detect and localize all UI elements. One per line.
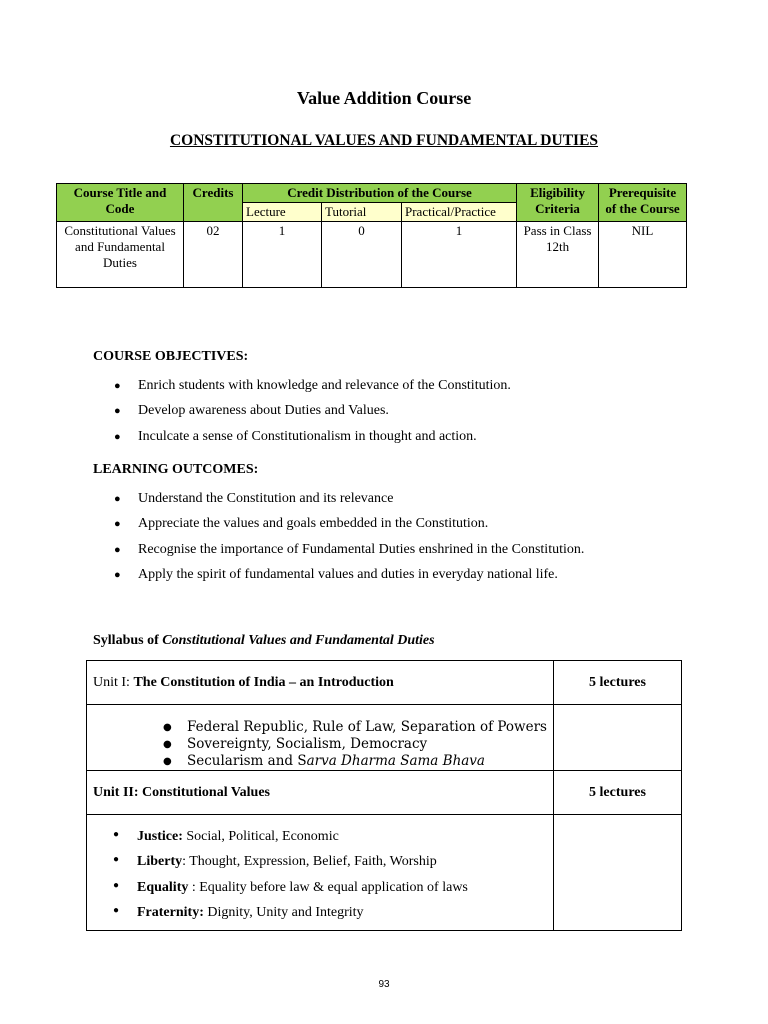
topic-prefix: Secularism and S: [187, 753, 307, 769]
cell-practical: 1: [402, 222, 517, 288]
list-item: ● Appreciate the values and goals embedded in the Constitution.: [114, 515, 584, 540]
unit-1-title-cell: [87, 661, 554, 705]
topic-text: : Equality before law & equal application of laws: [188, 879, 468, 895]
course-details-table: [56, 183, 687, 288]
topic-italic: arva Dharma Sama Bhava: [306, 753, 485, 769]
objectives-heading: COURSE OBJECTIVES:: [93, 349, 249, 364]
cell-lecture: 1: [243, 222, 322, 288]
header-eligibility: Eligibility Criteria: [517, 184, 599, 222]
unit-1-name: The Constitution of India – an Introduction: [133, 674, 394, 690]
topic-text: Social, Political, Economic: [182, 829, 339, 844]
list-item: [163, 753, 547, 770]
unit-1-lectures: 5 lectures: [554, 661, 682, 705]
syllabus-prefix: Syllabus of: [93, 633, 163, 648]
unit-1-label: Unit I:: [93, 674, 134, 690]
list-item: ● Understand the Constitution and its relevance: [114, 490, 584, 515]
syllabus-table: [86, 660, 682, 931]
unit-2-label: Unit II: [93, 784, 134, 800]
list-item: ● Apply the spirit of fundamental values and duties in everyday national life.: [114, 566, 584, 591]
cell-eligibility: Pass in Class 12th: [517, 222, 599, 288]
cell-credits: 02: [184, 222, 243, 288]
header-prerequisite: Prerequisite of the Course: [599, 184, 687, 222]
cell-prerequisite: NIL: [599, 222, 687, 288]
header-title-code: Course Title and Code: [57, 184, 184, 222]
syllabus-course-name: Constitutional Values and Fundamental Duties: [162, 633, 435, 648]
header-credits: Credits: [184, 184, 243, 222]
list-item: ● Recognise the importance of Fundamental Duties enshrined in the Constitution.: [114, 541, 584, 566]
list-item: ● Federal Republic, Rule of Law, Separation of Powers: [163, 719, 547, 736]
topic-text: Dignity, Unity and Integrity: [203, 904, 364, 920]
cell-tutorial: 0: [322, 222, 402, 288]
topic-term: Liberty: [137, 854, 183, 870]
topic-text: : Thought, Expression, Belief, Faith, Worship: [182, 854, 437, 870]
header-tutorial: Tutorial: [322, 203, 402, 222]
unit-2-title-cell: [87, 771, 554, 815]
list-item: [113, 829, 547, 854]
list-item: ● Develop awareness about Duties and Values.: [114, 402, 511, 427]
topic-term: Fraternity:: [137, 904, 204, 920]
course-subtitle: CONSTITUTIONAL VALUES AND FUNDAMENTAL DUTIES: [169, 132, 599, 149]
list-item: [113, 854, 547, 879]
unit-2-topics: [113, 829, 547, 930]
list-item: ● Inculcate a sense of Constitutionalism in thought and action.: [114, 428, 511, 453]
syllabus-heading: [93, 633, 435, 649]
list-item: ● Enrich students with knowledge and relevance of the Constitution.: [114, 377, 511, 402]
list-item: [113, 880, 547, 905]
cell-course-title: Constitutional Values and Fundamental Duties: [57, 222, 184, 288]
topic-term: Justice:: [137, 829, 183, 844]
header-lecture: Lecture: [243, 203, 322, 222]
topic-term: Equality: [137, 879, 189, 895]
list-item: [113, 905, 547, 930]
unit-2-lectures: 5 lectures: [554, 771, 682, 815]
list-item: ● Sovereignty, Socialism, Democracy: [163, 736, 547, 753]
unit-1-empty-cell: [554, 705, 682, 771]
outcomes-heading: LEARNING OUTCOMES:: [93, 462, 259, 477]
unit-2-topics-cell: [87, 815, 554, 931]
objectives-list: [114, 377, 511, 453]
header-credit-distribution: Credit Distribution of the Course: [243, 184, 517, 203]
unit-1-topics: [163, 719, 547, 770]
header-practical: Practical/Practice: [402, 203, 517, 222]
unit-1-topics-cell: [87, 705, 554, 771]
document-title: Value Addition Course: [296, 88, 472, 108]
outcomes-list: [114, 490, 584, 591]
unit-2-name: : Constitutional Values: [133, 784, 271, 800]
page-number: 93: [378, 979, 390, 990]
unit-2-empty-cell: [554, 815, 682, 931]
